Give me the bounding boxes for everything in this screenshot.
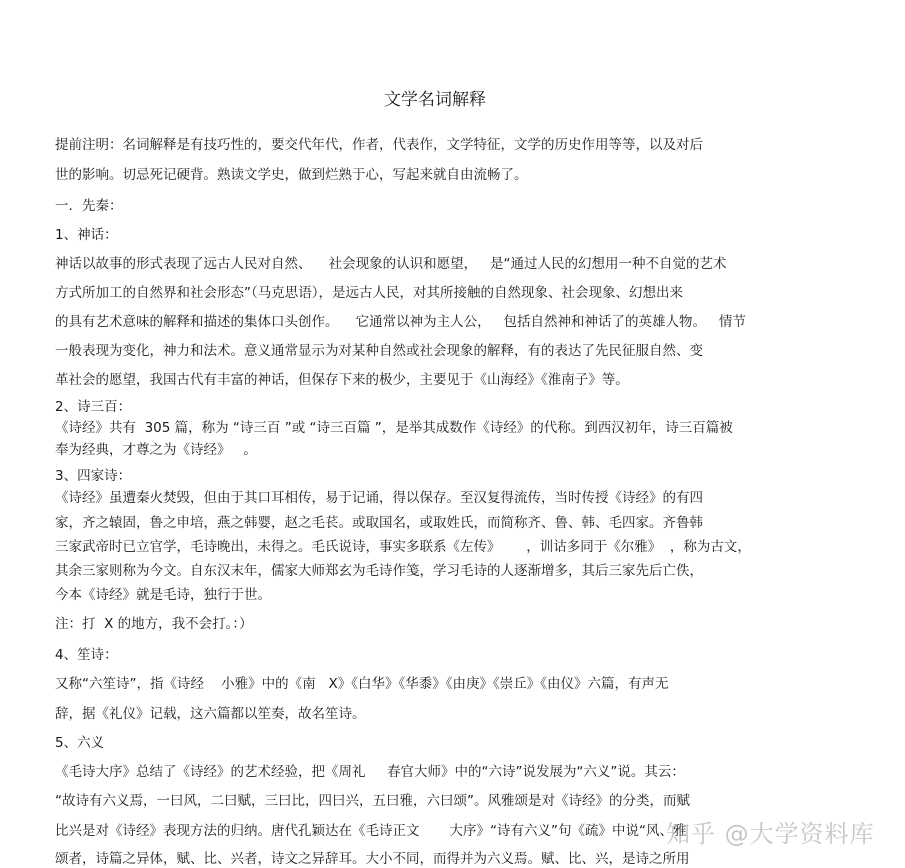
text-line: 神话以故事的形式表现了远古人民对自然、 社会现象的认识和愿望， 是“通过人民的幻想用一种不自觉的艺术 xyxy=(55,256,727,272)
text-line: 其余三家则称为今文。自东汉末年，儒家大师郑玄为毛诗作笺，学习毛诗的人逐渐增多，其后三家先后亡佚， xyxy=(55,563,703,579)
text-line: 一般表现为变化，神力和法术。意义通常显示为对某种自然或社会现象的解释，有的表达了先民征服自然、变 xyxy=(55,343,703,359)
text-line: 又称“六笙诗”，指《诗经 小雅》中的《南 X》《白华》《华黍》《由庚》《崇丘》《由仪》六篇，有声无 xyxy=(55,676,669,692)
text-line: 奉为经典，才尊之为《诗经》 。 xyxy=(55,442,257,458)
term-heading: 3、四家诗： xyxy=(55,468,132,484)
text-line: 《毛诗大序》总结了《诗经》的艺术经验，把《周礼 春官大师》中的“六诗”说发展为“六义”说。其云： xyxy=(55,764,685,780)
text-line: 三家武帝时已立官学，毛诗晚出，未得之。毛氏说诗，事实多联系《左传》 ，训诂多同于《尔雅》 ，称为古文， xyxy=(55,539,751,555)
term-heading: 2、诗三百： xyxy=(55,399,132,415)
text-line: 辞，据《礼仪》记载，这六篇都以笙奏，故名笙诗。 xyxy=(55,706,366,722)
text-line: 方式所加工的自然界和社会形态”（马克思语），是远古人民，对其所接触的自然现象、社会现象、幻想出来 xyxy=(55,285,683,301)
text-line: 世的影响。切忌死记硬背。熟读文学史，做到烂熟于心，写起来就自由流畅了。 xyxy=(55,167,528,183)
note-line: 注：打 X 的地方，我不会打。：） xyxy=(55,616,253,632)
text-line: 《诗经》共有 305 篇，称为 “诗三百 ”或 “诗三百篇 ”，是举其成数作《诗经》的代称。到西汉初年，诗三百篇被 xyxy=(55,420,733,436)
text-line: 颂者，诗篇之异体，赋、比、兴者，诗文之异辞耳。大小不同，而得并为六义焉。赋、比、兴，是诗之所用 xyxy=(55,851,690,867)
term-heading: 5、六义 xyxy=(55,735,105,751)
text-line: 提前注明：名词解释是有技巧性的，要交代年代，作者，代表作，文学特征，文学的历史作用等等，以及对后 xyxy=(55,137,703,153)
text-line: 比兴是对《诗经》表现方法的归纳。唐代孔颖达在《毛诗正文 大序》“诗有六义”句《疏》中说“风、雅 xyxy=(55,823,687,839)
text-line: 今本《诗经》就是毛诗，独行于世。 xyxy=(55,587,271,603)
text-line: “故诗有六义焉，一曰风，二曰赋，三曰比，四曰兴，五曰雅，六曰颂”。风雅颂是对《诗经》的分类，而赋 xyxy=(55,793,690,809)
text-line: 革社会的愿望，我国古代有丰富的神话，但保存下来的极少，主要见于《山海经》《淮南子》等。 xyxy=(55,372,629,388)
zhihu-watermark: 知乎 @大学资料库 xyxy=(666,820,875,848)
text-line: 家，齐之辕固，鲁之申培，燕之韩婴，赵之毛苌。或取国名，或取姓氏，而简称齐、鲁、韩、毛四家。齐鲁韩 xyxy=(55,515,703,531)
section-heading: 一．先秦： xyxy=(55,198,123,214)
term-heading: 1、神话： xyxy=(55,227,118,243)
page-title: 文学名词解释 xyxy=(384,90,486,110)
term-heading: 4、笙诗： xyxy=(55,647,118,663)
text-line: 的具有艺术意味的解释和描述的集体口头创作。 它通常以神为主人公， 包括自然神和神话了的英雄人物。 情节 xyxy=(55,314,746,330)
text-line: 《诗经》虽遭秦火焚毁，但由于其口耳相传，易于记诵，得以保存。至汉复得流传，当时传授《诗经》的有四 xyxy=(55,490,703,506)
